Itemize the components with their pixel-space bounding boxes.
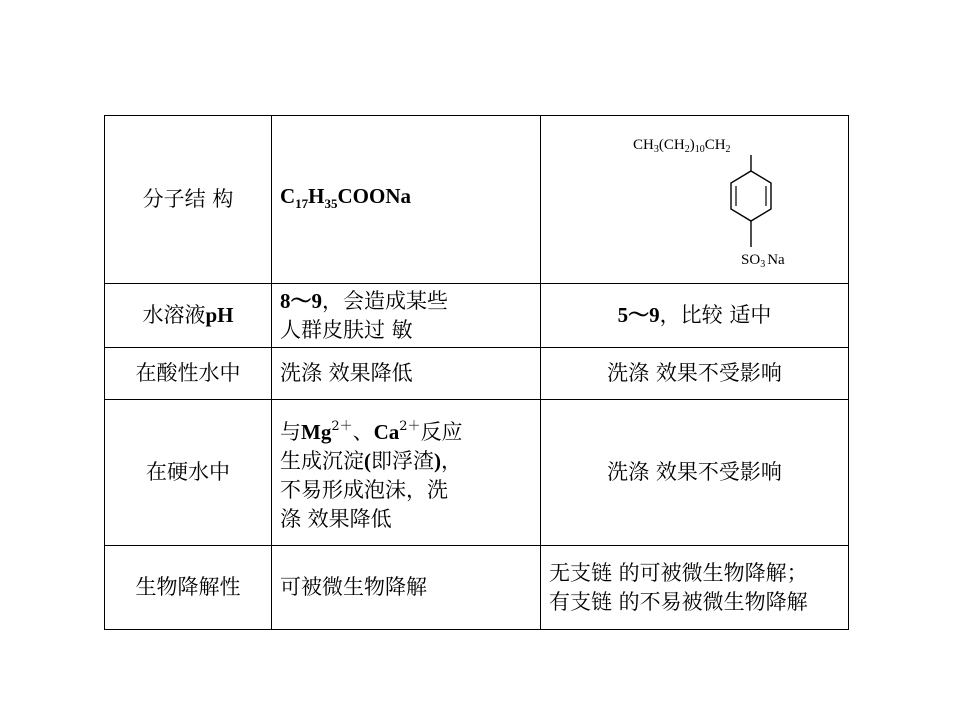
row-ph [105, 284, 849, 348]
comparison-table [104, 115, 849, 630]
benzene-sulfonate-diagram [595, 121, 795, 271]
label-ph: 水溶液pH [105, 284, 272, 348]
row-structure [105, 116, 849, 284]
label-hard-water: 在硬水中 [105, 400, 272, 546]
detergent-acid: 洗涤 效果不受影响 [541, 348, 849, 400]
soap-formula: $C_{17}H_{35}COONa$ [272, 116, 541, 284]
soap-hard-water: 与$Mg^{2+}$、$Ca^{2+}$反应 生成沉淀(即浮渣)， 不易形成泡沫，洗 涤 效果降低 [272, 400, 541, 546]
row-hard-water [105, 400, 849, 546]
soap-ph: 8～9，会造成某些 人群皮肤过 敏 [272, 284, 541, 348]
label-acid: 在酸性水中 [105, 348, 272, 400]
detergent-ph: 5～9，比较 适中 [541, 284, 849, 348]
row-biodegradability [105, 546, 849, 630]
sulfonate-label: $SO_3$ Na [740, 251, 785, 270]
soap-acid: 洗涤 效果降低 [272, 348, 541, 400]
label-structure: 分子结 构 [105, 116, 272, 284]
row-acid [105, 348, 849, 400]
chain-label: $CH_3(CH_2)_{10}CH_2$ [632, 136, 731, 155]
detergent-hard-water: 洗涤 效果不受影响 [541, 400, 849, 546]
detergent-biodegradability: 无支链 的可被微生物降解； 有支链 的不易被微生物降解 [541, 546, 849, 630]
benzene-ring [731, 171, 771, 221]
label-biodegradability: 生物降解性 [105, 546, 272, 630]
detergent-structure [541, 116, 849, 284]
soap-biodegradability: 可被微生物降解 [272, 546, 541, 630]
